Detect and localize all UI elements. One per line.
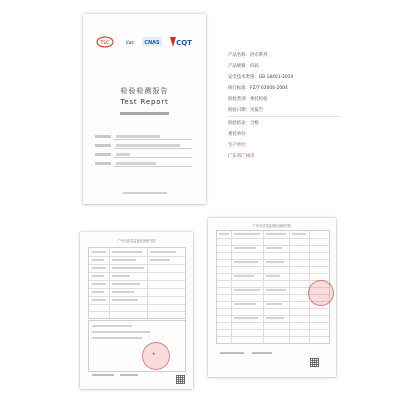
cnas-logo-icon (142, 37, 162, 47)
info-line: 检验类别：委托检验 (228, 97, 268, 102)
signature-line (252, 352, 272, 354)
cover-field-row (95, 152, 193, 158)
info-line: 安全技术类别：GB 18401-2010 (228, 75, 294, 80)
ilac-logo-text: ilac (125, 40, 135, 46)
official-seal-stamp (142, 342, 170, 370)
sheet-header: 广州市质量监督检测研究院 (252, 224, 292, 228)
info-line: 委托单位： (228, 132, 250, 137)
info-line: 执行标准：FZ/T 62006-2004 (228, 86, 288, 91)
signature-line (92, 374, 114, 376)
report-title-cn: 检验检测报告 (120, 87, 169, 95)
tlc-logo-icon (97, 37, 113, 47)
cover-field-row (95, 134, 193, 140)
sheet-header: 广州市质量监督检测研究院 (117, 239, 156, 243)
cqt-logo-text: CQT (176, 39, 192, 47)
info-line: 产品名称：浴巾系列 (228, 53, 268, 58)
qr-code-icon (176, 375, 185, 384)
cover-field-row (95, 161, 193, 167)
signature-line (220, 352, 244, 354)
report-title-en: Test Report (120, 98, 169, 106)
info-divider (228, 116, 340, 117)
info-line: 检验日期：见报告 (228, 108, 264, 113)
qr-code-icon (310, 358, 319, 367)
cover-footer-institute (83, 192, 206, 194)
cqt-logo-icon (170, 37, 192, 47)
test-results-table (88, 247, 186, 319)
tlc-logo-text: TLC (100, 40, 110, 46)
seal-star-icon: ★ (152, 351, 156, 356)
info-line: 产品规格：均码 (228, 64, 259, 69)
remarks-box (88, 320, 186, 372)
signature-line (120, 374, 138, 376)
certification-logos (96, 34, 196, 50)
report-cover-page (83, 14, 206, 204)
official-seal-stamp (308, 280, 334, 306)
info-line: 检验结论：合格 (228, 121, 259, 126)
report-data-page-1 (80, 232, 193, 389)
report-data-page-2 (208, 218, 336, 377)
cnas-logo-text: CNAS (144, 40, 160, 46)
info-line: 生产单位： (228, 143, 250, 148)
ilac-mra-logo-icon (126, 40, 135, 46)
cover-field-row (95, 143, 193, 149)
info-line: 广东省广州市 (228, 154, 255, 159)
report-number-bar (120, 112, 169, 115)
